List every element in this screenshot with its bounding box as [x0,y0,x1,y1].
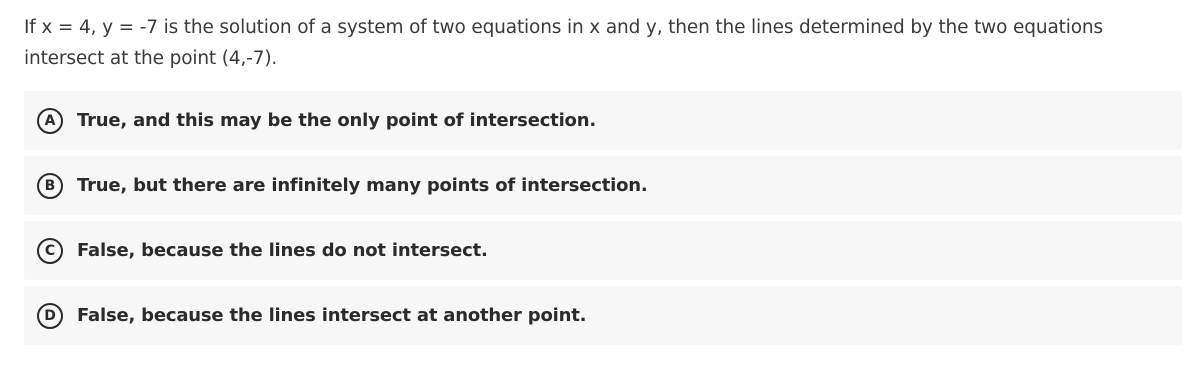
option-letter-badge: C [37,238,63,264]
option-letter-badge: A [37,108,63,134]
answer-choices [24,91,1182,351]
option-letter-badge: B [37,173,63,199]
option-letter-badge: D [37,303,63,329]
option-b[interactable] [24,156,1182,215]
option-c[interactable] [24,221,1182,280]
option-label: False, because the lines do not intersect. [77,240,488,261]
option-d[interactable] [24,286,1182,345]
option-a[interactable] [24,91,1182,150]
option-label: False, because the lines intersect at another point. [77,305,587,326]
question-text: If x = 4, y = -7 is the solution of a system of two equations in x and y, then the lines determined by the two equations intersect at the point (4,-7). [24,17,1103,69]
option-label: True, but there are infinitely many points of intersection. [77,175,648,196]
option-label: True, and this may be the only point of intersection. [77,110,596,131]
